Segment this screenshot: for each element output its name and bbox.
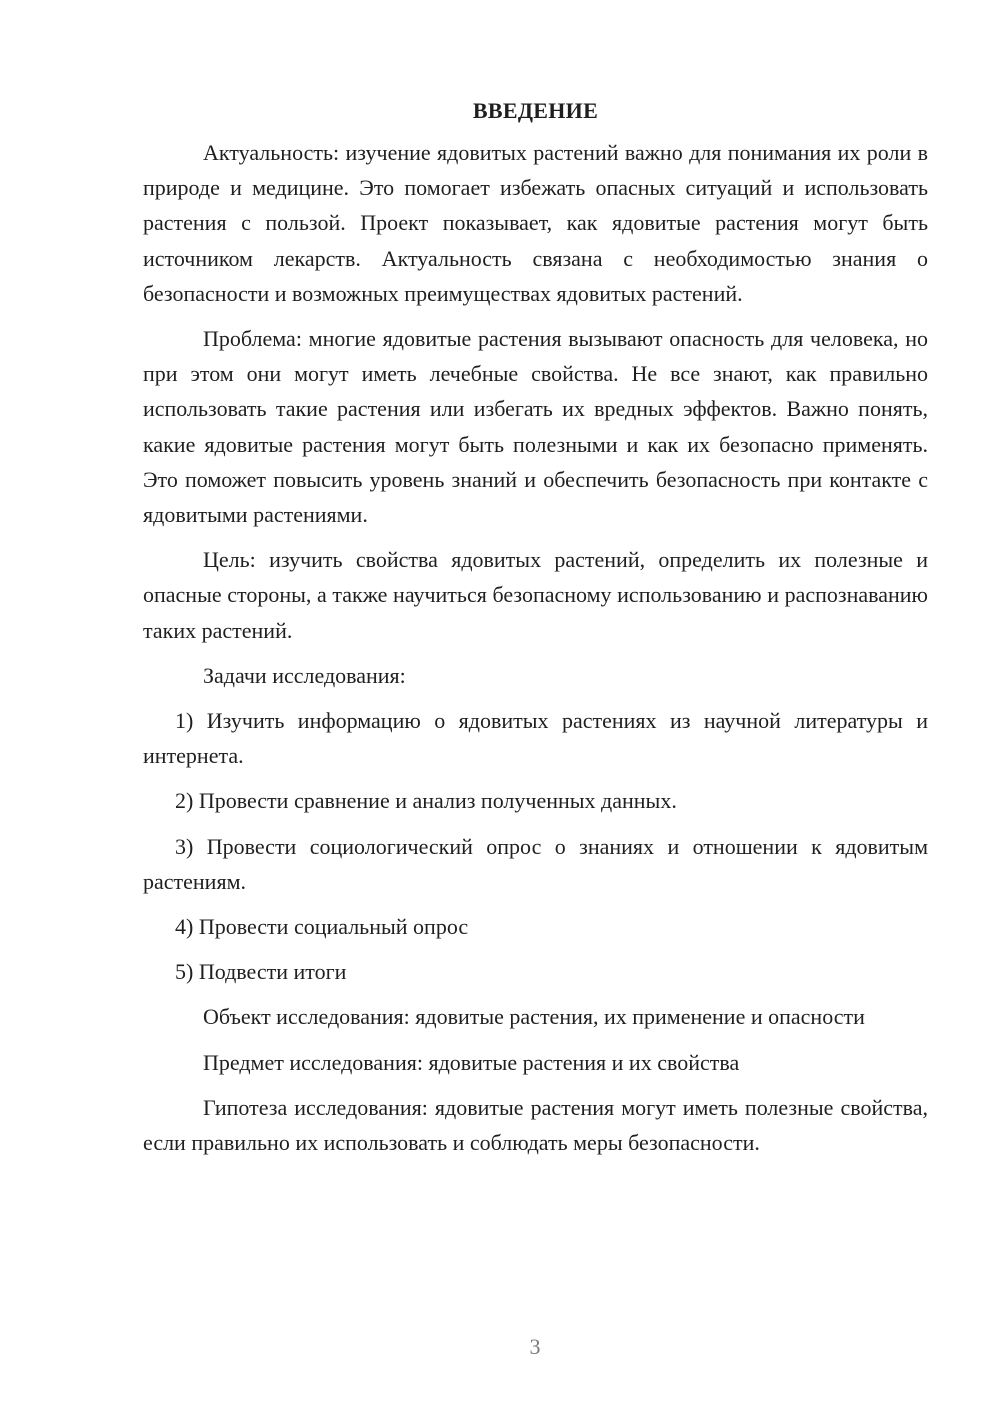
page-content: [143, 97, 928, 1170]
page-number: 3: [529, 1334, 541, 1359]
page-title: ВВЕДЕНИЕ: [472, 98, 599, 123]
task-item-2: 2) Провести сравнение и анализ полученных данных.: [175, 788, 677, 814]
hypothesis-paragraph: Гипотеза исследования: ядовитые растения могут иметь полезные свойства, если правильно их использовать и соблюдать меры безопасности.: [143, 1094, 928, 1156]
task-item-4: 4) Провести социальный опрос: [175, 914, 469, 940]
tasks-heading: Задачи исследования:: [203, 662, 406, 688]
research-subject-paragraph: Предмет исследования: ядовитые растения и их свойства: [203, 1049, 740, 1075]
task-item-5: 5) Подвести итоги: [175, 959, 347, 985]
problem-paragraph: Проблема: многие ядовитые растения вызывают опасность для человека, но при этом они могут иметь лечебные свойства. Не все знают, как правильно использовать такие растения или избегать их вредных эффектов. Важно понять, какие ядовитые растения могут быть полезными и как их безопасно применять. Это поможет повысить уровень знаний и обеспечить безопасность при контакте с ядовитыми растениями.: [143, 326, 928, 528]
task-item-3: 3) Провести социологический опрос о знаниях и отношении к ядовитым растениям.: [143, 833, 928, 894]
research-object-paragraph: Объект исследования: ядовитые растения, их применение и опасности: [203, 1004, 865, 1030]
task-item-1: 1) Изучить информацию о ядовитых растениях из научной литературы и интернета.: [143, 708, 928, 769]
goal-paragraph: Цель: изучить свойства ядовитых растений, определить их полезные и опасные стороны, а также научиться безопасному использованию и распознаванию таких растений.: [143, 547, 928, 643]
relevance-paragraph: Актуальность: изучение ядовитых растений важно для понимания их роли в природе и медицине. Это помогает избежать опасных ситуаций и использовать растения с пользой. Проект показывает, как ядовитые растения могут быть источником лекарств. Актуальность связана с необходимостью знания о безопасности и возможных преимуществах ядовитых растений.: [143, 140, 928, 306]
